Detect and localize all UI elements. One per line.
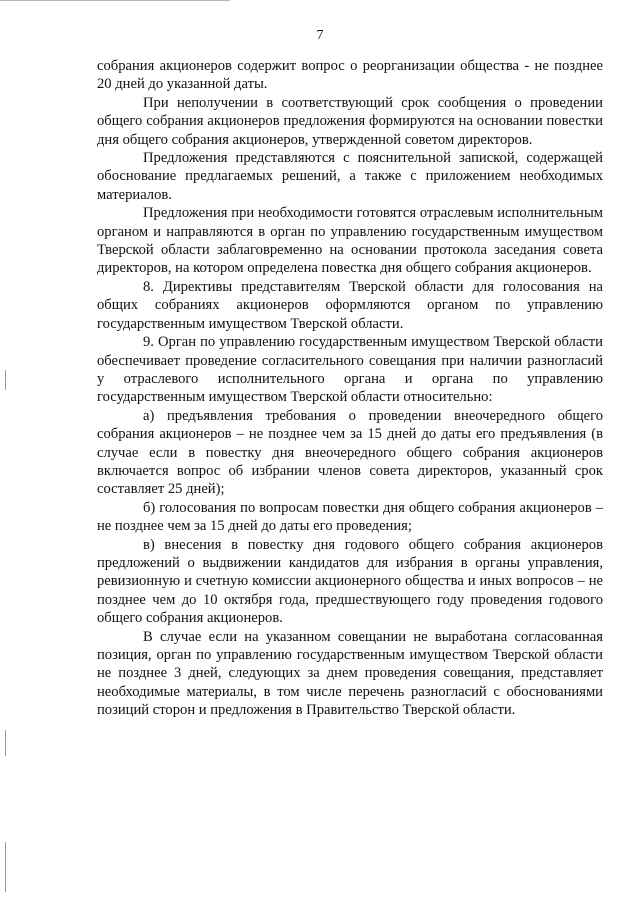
paragraph: Предложения при необходимости готовятся отраслевым исполнительным органом и направляются в орган по управлению государственным имуществом Тверской области заблаговременно на основании протокола заседания совета директоров, на котором определена повестка дня общего собрания акционеров. (97, 205, 603, 277)
scan-left-edge (5, 370, 6, 390)
paragraph: Предложения представляются с пояснительной запиской, содержащей обоснование предлагаемых решений, а также с приложением необходимых материалов. (97, 150, 603, 203)
scan-left-edge (5, 730, 6, 756)
document-body (97, 57, 603, 720)
subitem-b: б) голосования по вопросам повестки дня общего собрания акционеров – не позднее чем за 15 дней до даты его проведения; (97, 499, 603, 535)
subitem-v: в) внесения в повестку дня годового общего собрания акционеров предложений о выдвижении кандидатов для избрания в органы управления, ревизионную и счетную комиссии акционерного общества и иных вопросов – не позднее чем до 10 октября года, предшествующего году проведения годового общего собрания акционеров. (97, 536, 603, 627)
page-number: 7 (316, 28, 324, 43)
scan-left-edge (5, 842, 6, 892)
paragraph-continuation: собрания акционеров содержит вопрос о реорганизации общества - не позднее 20 дней до указанной даты. (97, 58, 603, 93)
paragraph: В случае если на указанном совещании не выработана согласованная позиция, орган по управлению государственным имуществом Тверской области не позднее 3 дней, следующих за днем проведения совещания, представляет необходимые материалы, в том числе перечень разногласий с обоснованиями позиций сторон и предложения в Правительство Тверской области. (97, 628, 603, 719)
scan-top-edge (0, 0, 230, 1)
paragraph-item-9: 9. Орган по управлению государственным имуществом Тверской области обеспечивает проведение согласительного совещания при наличии разногласий у отраслевого исполнительного органа и органа по управлению государственным имуществом Тверской области относительно: (97, 334, 603, 406)
paragraph-item-8: 8. Директивы представителям Тверской области для голосования на общих собраниях акционеров оформляются органом по управлению государственным имуществом Тверской области. (97, 278, 603, 332)
subitem-a: а) предъявления требования о проведении внеочередного общего собрания акционеров – не позднее чем за 15 дней до даты его предъявления (в случае если в повестку дня внеочередного общего собрания акционеров включается вопрос об избрании членов совета директоров, указанный срок составляет 25 дней); (97, 407, 603, 498)
paragraph: При неполучении в соответствующий срок сообщения о проведении общего собрания акционеров предложения формируются на основании повестки дня общего собрания акционеров, утвержденной советом директоров. (97, 94, 603, 148)
